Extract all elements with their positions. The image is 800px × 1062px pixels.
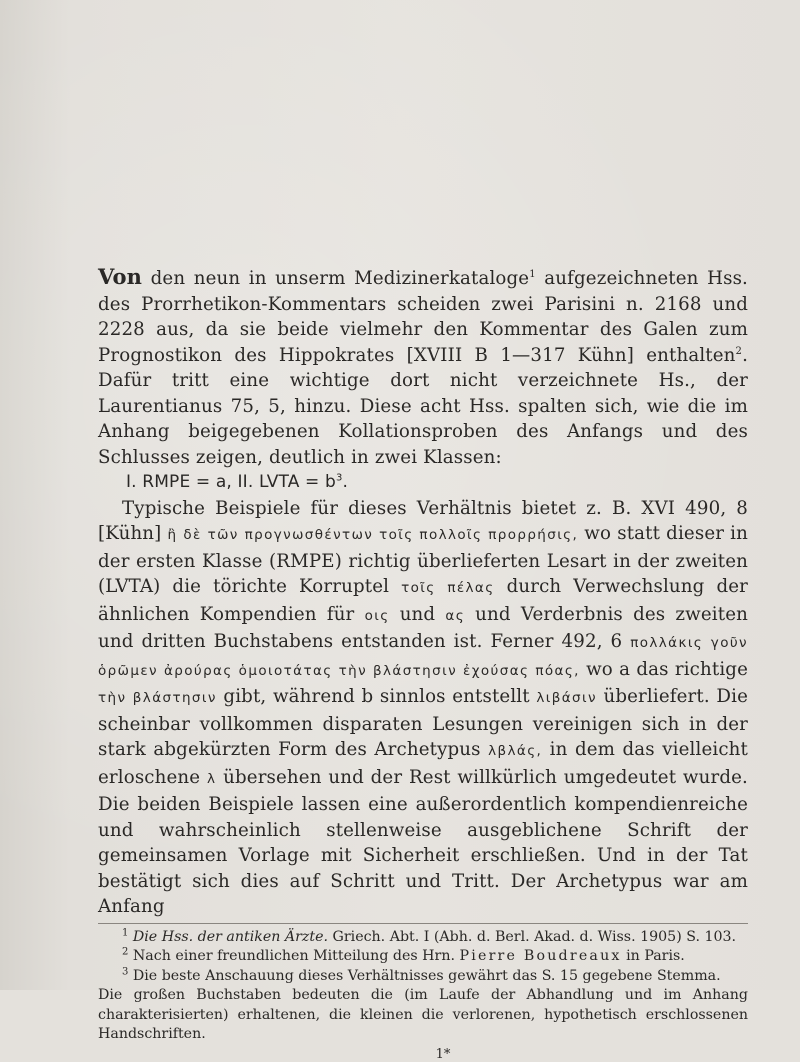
classes-text: I. RMPE = a, II. LVTA = b	[126, 472, 336, 492]
text-run: überliefert. Die scheinbar vollkommen disparaten Lesungen vereinigen sich in der stark abgekürzten Form des Archetypus	[98, 686, 748, 760]
footnote-3	[98, 967, 748, 987]
text-column	[98, 264, 748, 1062]
footnote-text: Nach einer freundlichen Mitteilung des Hrn.	[132, 948, 460, 964]
greek-quote: λ	[206, 770, 217, 787]
main-text	[98, 264, 748, 920]
text-run: gibt, während b sinnlos entstellt	[216, 686, 537, 707]
text-run: Typische Beispiele für dieses Verhältnis bietet z. B. XVI 490, 8 [Kühn]	[98, 497, 748, 544]
footnote-text: in Paris.	[621, 948, 685, 964]
footnote-ref-2[interactable]: 2	[735, 345, 743, 357]
text-run: durch Verwechslung der ähnlichen Kompendien für	[98, 576, 748, 625]
text-run: wo a das richtige	[579, 658, 748, 680]
footnote-text: Die beste Anschauung dieses Verhältnisses gewährt das S. 15 gegebene Stemma.	[132, 967, 721, 984]
text-run: wo statt dieser in der ersten Klasse (RMPE) richtig überlieferten Lesart in der zweiten (LVTA) die törichte Korruptel	[98, 523, 749, 597]
footnote-3-continued	[98, 986, 748, 1045]
signature-mark: 1*	[435, 1046, 451, 1062]
paragraph-1	[98, 264, 748, 470]
manuscript-classes: I. RMPE = a, II. LVTA = $b^3$.	[126, 472, 349, 492]
footnote-text: Die großen Buchstaben bedeuten die (im Laufe der Abhandlung und im Anhang charakterisierten) erhaltenen, die kleinen die verlorenen, hypothetisch erschlossenen Handschriften.	[98, 987, 748, 1042]
text-run: den neun in unserm Medizinerkataloge	[142, 268, 530, 289]
text-run: und Verderbnis des zweiten und dritten Buchstabens entstanden ist. Ferner 492, 6	[98, 603, 748, 652]
text-run: in dem das vielleicht erloschene	[98, 739, 748, 788]
footnote-ref-3[interactable]: 3	[335, 472, 343, 484]
text-run: . Dafür tritt eine wichtige dort nicht verzeichnete Hs., der Laurentianus 75, 5, hinzu. Diese acht Hss. spalten sich, wie die im Anhang beigegebenen Kollationsproben des Anfangs und des Schlusses zeigen, deutlich in zwei Klassen:	[98, 344, 748, 468]
footnote-person-name: Pierre Boudreaux	[459, 948, 622, 964]
greek-quote: οις	[364, 607, 390, 624]
footnote-number: 1	[122, 926, 129, 938]
footnote-1	[98, 928, 748, 948]
greek-quote: λιβάσιν	[536, 690, 597, 706]
greek-quote: τοῖς πέλας	[401, 580, 495, 596]
footnote-number: 2	[122, 946, 129, 958]
greek-quote: ἢ δὲ τῶν προγνωσθέντων τοῖς πολλοῖς προρρήσις,	[167, 527, 579, 543]
greek-quote: λβλάς,	[488, 743, 543, 759]
greek-quote: τὴν βλάστησιν	[98, 690, 217, 706]
footnote-2	[98, 947, 748, 967]
footnote-divider	[98, 923, 748, 924]
footnote-ref-1[interactable]: 1	[529, 268, 536, 280]
text-run: und	[389, 603, 446, 625]
text-run: übersehen und der Rest willkürlich umgedeutet wurde. Die beiden Beispiele lassen eine außerordentlich kompendienreiche und wahrscheinlich stellenweise ausgeblichene Schrift der gemeinsamen Vorlage mit Sicherheit erschließen. Und in der Tat bestätigt sich dies auf Schritt und Tritt. Der Archetypus war am Anfang	[98, 766, 748, 917]
greek-quote: ας	[445, 607, 466, 624]
greek-quote: πολλάκις γοῦν ὁρῶμεν ἀρούρας ὁμοιοτάτας τὴν βλάστησιν ἐχούσας πόας,	[98, 635, 749, 679]
paragraph-2	[98, 496, 748, 920]
footnote-number: 3	[122, 965, 129, 977]
footnote-title: Die Hss. der antiken Ärzte.	[132, 928, 329, 945]
drop-cap-word: Von	[98, 264, 143, 289]
text-run: aufgezeichneten Hss. des Prorrhetikon-Kommentars scheiden zwei Parisini n. 2168 und 2228 aus, da sie beide vielmehr den Kommentar des Galen zum Prognostikon des Hippokrates [XVIII B 1—317 Kühn] enthalten	[98, 268, 748, 366]
footnotes	[98, 928, 748, 1045]
footnote-text: Griech. Abt. I (Abh. d. Berl. Akad. d. Wiss. 1905) S. 103.	[328, 928, 737, 945]
